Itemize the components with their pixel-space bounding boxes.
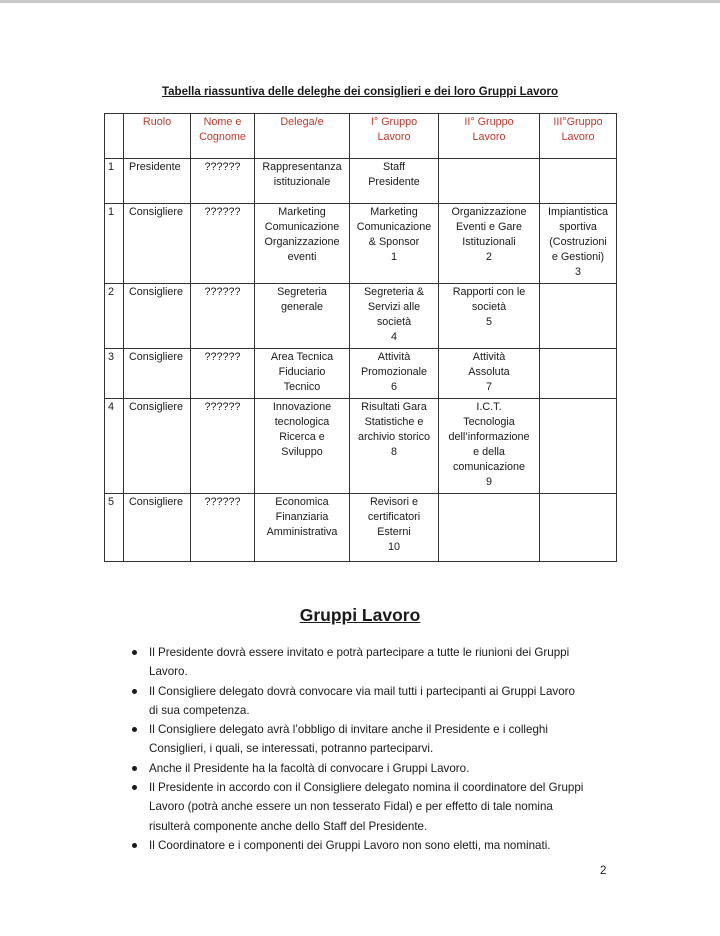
bullet-text-line: Lavoro. xyxy=(149,665,188,679)
column-header xyxy=(350,114,439,159)
gruppo-3-cell xyxy=(540,349,617,399)
cell-text-line: tecnologica xyxy=(274,416,330,428)
cell-text-line: Economica xyxy=(275,496,329,508)
nome-cell: ?????? xyxy=(191,159,255,204)
gruppo-1-cell xyxy=(350,159,439,204)
gruppo-2-cell xyxy=(439,204,540,284)
cell-text-line: istituzionale xyxy=(273,176,331,188)
cell-text-line: Delega/e xyxy=(280,116,324,128)
gruppo-3-cell xyxy=(540,494,617,562)
gruppo-2-cell xyxy=(439,399,540,494)
cell-text-line: Sviluppo xyxy=(281,446,323,458)
delega-cell xyxy=(255,159,350,204)
cell-text-line: Esterni xyxy=(377,526,411,538)
cell-text-line: dell’informazione xyxy=(448,431,530,443)
column-header xyxy=(191,114,255,159)
bullet-text-line: Il Consigliere delegato avrà l’obbligo di invitare anche il Presidente e i colleghi xyxy=(149,723,548,737)
cell-text-line: Cognome xyxy=(199,131,246,143)
gruppo-3-cell xyxy=(540,284,617,349)
cell-text-line: Innovazione xyxy=(272,401,332,413)
table-title: Tabella riassuntiva delle deleghe dei consiglieri e dei loro Gruppi Lavoro xyxy=(161,86,558,98)
cell-text-line: Organizzazione xyxy=(264,236,340,248)
delega-cell xyxy=(255,399,350,494)
row-number-cell: 3 xyxy=(105,349,124,399)
cell-text-line: I.C.T. xyxy=(476,401,502,413)
bullet-dot-icon xyxy=(132,689,137,694)
bullet-dot-icon xyxy=(132,766,137,771)
gruppo-2-cell xyxy=(439,284,540,349)
cell-text-line: comunicazione xyxy=(452,461,526,473)
column-header xyxy=(105,114,124,159)
cell-text-line: certificatori xyxy=(367,511,421,523)
cell-text-line: Tecnico xyxy=(283,381,321,393)
cell-text-line: & Sponsor xyxy=(368,236,420,248)
cell-text-line: Nome e xyxy=(203,116,242,128)
cell-text-line: II° Gruppo xyxy=(464,116,514,128)
cell-text-line: società xyxy=(471,301,507,313)
bullet-item xyxy=(132,643,612,682)
bullet-item xyxy=(132,836,612,855)
cell-text-line: Lavoro xyxy=(472,131,506,143)
cell-text-line: Risultati Gara xyxy=(361,401,427,413)
gruppo-1-cell xyxy=(350,399,439,494)
bullet-item xyxy=(132,759,612,778)
bullet-text-line: Il Consigliere delegato dovrà convocare via mail tutti i partecipanti ai Gruppi Lavoro xyxy=(149,684,575,698)
cell-text-line: Presidente xyxy=(368,176,420,188)
cell-text-line: 1 xyxy=(390,251,397,263)
row-number-cell: 4 xyxy=(105,399,124,494)
gruppo-1-cell xyxy=(350,204,439,284)
cell-text-line: e Gestioni) xyxy=(551,251,605,263)
cell-text-line: Staff xyxy=(382,161,405,173)
bullet-text-line: Il Coordinatore e i componenti dei Gruppi Lavoro non sono eletti, ma nominati. xyxy=(149,838,551,852)
cell-text-line: Marketing xyxy=(278,206,326,218)
bullet-text-line: Il Presidente dovrà essere invitato e potrà partecipare a tutte le riunioni dei Gruppi xyxy=(149,646,570,659)
cell-text-line: Assoluta xyxy=(468,366,510,378)
cell-text-line: Organizzazione xyxy=(451,206,527,218)
cell-text-line: 8 xyxy=(390,446,397,458)
table-row xyxy=(105,349,617,399)
ruolo-cell: Consigliere xyxy=(124,349,191,399)
table-row xyxy=(105,399,617,494)
cell-text-line: e della xyxy=(473,446,505,458)
delega-cell xyxy=(255,349,350,399)
section-title: Gruppi Lavoro xyxy=(299,605,421,625)
gruppo-3-cell xyxy=(540,159,617,204)
bullet-dot-icon xyxy=(132,843,137,848)
delega-cell xyxy=(255,284,350,349)
ruolo-cell: Presidente xyxy=(124,159,191,204)
bullet-text-line: Consiglieri, i quali, se interessati, potranno parteciparvi. xyxy=(149,742,434,756)
column-header xyxy=(540,114,617,159)
delega-cell xyxy=(255,494,350,562)
cell-text-line: Lavoro xyxy=(561,131,595,143)
gruppo-2-cell xyxy=(439,349,540,399)
cell-text-line: 6 xyxy=(390,381,397,393)
cell-text-line: III°Gruppo xyxy=(553,116,603,128)
row-number-cell: 2 xyxy=(105,284,124,349)
gruppo-1-cell xyxy=(350,494,439,562)
bullet-dot-icon xyxy=(132,727,137,732)
cell-text-line: archivio storico xyxy=(357,431,430,443)
row-number-cell: 1 xyxy=(105,159,124,204)
bullet-list xyxy=(132,643,612,855)
cell-text-line: Finanziaria xyxy=(275,511,329,523)
table-header-row xyxy=(105,114,617,159)
gruppo-3-cell xyxy=(540,204,617,284)
top-border xyxy=(0,0,720,3)
gruppo-2-cell xyxy=(439,494,540,562)
nome-cell: ?????? xyxy=(191,349,255,399)
cell-text-line: Impiantistica xyxy=(547,206,608,218)
cell-text-line: eventi xyxy=(287,251,317,263)
nome-cell: ?????? xyxy=(191,494,255,562)
bullet-text-line: Anche il Presidente ha la facoltà di convocare i Gruppi Lavoro. xyxy=(149,761,470,775)
bullet-text-line: risulterà componente anche dello Staff del Presidente. xyxy=(149,819,428,833)
nome-cell: ?????? xyxy=(191,204,255,284)
cell-text-line: 10 xyxy=(387,541,400,553)
nome-cell: ?????? xyxy=(191,399,255,494)
cell-text-line: Tecnologia xyxy=(463,416,515,428)
cell-text-line: Istituzionali xyxy=(462,236,516,248)
cell-text-line: generale xyxy=(280,301,324,313)
cell-text-line: Area Tecnica xyxy=(270,351,334,363)
column-header xyxy=(255,114,350,159)
cell-text-line: Attività xyxy=(377,351,411,363)
bullet-dot-icon xyxy=(132,785,137,790)
gruppo-1-cell xyxy=(350,284,439,349)
cell-text-line: (Costruzioni xyxy=(549,236,607,248)
cell-text-line: Promozionale xyxy=(360,366,427,378)
cell-text-line: Ruolo xyxy=(142,116,172,128)
cell-text-line: I° Gruppo xyxy=(370,116,418,128)
cell-text-line: sportiva xyxy=(559,221,597,233)
cell-text-line: Amministrativa xyxy=(266,526,338,538)
cell-text-line: Segreteria & xyxy=(363,286,424,298)
cell-text-line: Fiduciario xyxy=(278,366,326,378)
ruolo-cell: Consigliere xyxy=(124,399,191,494)
bullet-item xyxy=(132,682,612,721)
gruppo-3-cell xyxy=(540,399,617,494)
cell-text-line: Marketing xyxy=(370,206,418,218)
cell-text-line: 2 xyxy=(485,251,492,263)
bullet-text-line: Il Presidente in accordo con il Consigliere delegato nomina il coordinatore del Gruppi xyxy=(149,781,584,795)
ruolo-cell: Consigliere xyxy=(124,204,191,284)
table-row xyxy=(105,159,617,204)
cell-text-line: 4 xyxy=(390,331,397,343)
bullet-item xyxy=(132,720,612,759)
table-row xyxy=(105,204,617,284)
cell-text-line: Eventi e Gare xyxy=(455,221,522,233)
cell-text-line: società xyxy=(376,316,412,328)
cell-text-line: Comunicazione xyxy=(356,221,432,233)
gruppo-1-cell xyxy=(350,349,439,399)
bullet-item xyxy=(132,778,612,836)
bullet-dot-icon xyxy=(132,650,137,655)
cell-text-line: Rappresentanza xyxy=(262,161,342,173)
cell-text-line: Attività xyxy=(472,351,506,363)
nome-cell: ?????? xyxy=(191,284,255,349)
table-body xyxy=(105,159,617,562)
cell-text-line: 9 xyxy=(485,476,492,488)
bullet-text-line: Lavoro (potrà anche essere un non tesserato Fidal) e per effetto di tale nomina xyxy=(149,800,553,814)
column-header xyxy=(439,114,540,159)
ruolo-cell: Consigliere xyxy=(124,284,191,349)
cell-text-line: 5 xyxy=(485,316,492,328)
delega-cell xyxy=(255,204,350,284)
cell-text-line: 3 xyxy=(574,266,581,278)
cell-text-line: Servizi alle xyxy=(367,301,421,313)
column-header xyxy=(124,114,191,159)
cell-text-line: Lavoro xyxy=(377,131,411,143)
deleghe-table xyxy=(104,113,617,562)
cell-text-line: Segreteria xyxy=(277,286,327,298)
row-number-cell: 5 xyxy=(105,494,124,562)
ruolo-cell: Consigliere xyxy=(124,494,191,562)
cell-text-line: Statistiche e xyxy=(364,416,424,428)
cell-text-line: Rapporti con le xyxy=(452,286,526,298)
table-row xyxy=(105,284,617,349)
row-number-cell: 1 xyxy=(105,204,124,284)
cell-text-line: Revisori e xyxy=(369,496,418,508)
gruppo-2-cell xyxy=(439,159,540,204)
cell-text-line: Ricerca e xyxy=(279,431,325,443)
cell-text-line: Comunicazione xyxy=(264,221,340,233)
table-row xyxy=(105,494,617,562)
cell-text-line: 7 xyxy=(485,381,492,393)
page-number: 2 xyxy=(600,865,607,877)
bullet-text-line: di sua competenza. xyxy=(149,703,250,717)
